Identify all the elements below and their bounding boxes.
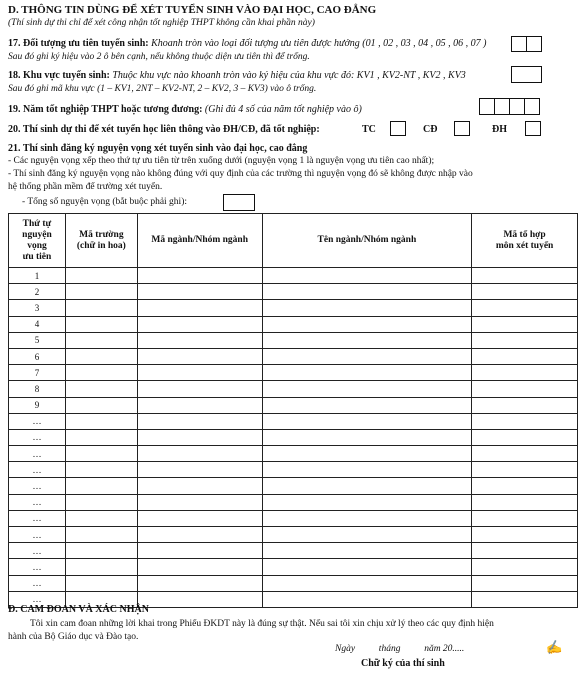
header-order-line: ưu tiên	[22, 251, 52, 262]
table-row	[9, 332, 578, 348]
table-row	[9, 300, 578, 316]
row-order: 5	[9, 332, 66, 348]
row-subject-combo-cell[interactable]	[472, 332, 578, 348]
row-major-name-cell[interactable]	[262, 494, 472, 510]
q21-bullet-2a: - Thí sinh đăng ký nguyện vọng nào không đúng với quy định của các trường thì nguyện vọng đó sẽ không được nhập vào	[8, 169, 473, 179]
q17-box-2[interactable]	[526, 36, 542, 52]
table-row	[9, 268, 578, 284]
row-order: 9	[9, 397, 66, 413]
header-major-code-line: Mã ngành/Nhóm ngành	[151, 235, 248, 245]
table-row	[9, 284, 578, 300]
header-order-line: nguyện	[22, 229, 52, 240]
row-school-code-cell[interactable]	[65, 381, 137, 397]
section-e-text-2: hành của Bộ Giáo dục và Đào tạo.	[8, 632, 139, 642]
row-order: …	[9, 462, 66, 478]
table-row	[9, 478, 578, 494]
q20-opt-dh: ĐH	[492, 124, 507, 135]
section-d-note: (Thí sinh dự thi chỉ để xét công nhận tốt nghiệp THPT không cần khai phần này)	[8, 18, 315, 28]
row-order: …	[9, 527, 66, 543]
q18-line	[8, 70, 466, 81]
row-school-code-cell[interactable]	[65, 494, 137, 510]
row-school-code-cell[interactable]	[65, 446, 137, 462]
row-major-name-cell[interactable]	[262, 300, 472, 316]
row-school-code-cell[interactable]	[65, 284, 137, 300]
row-major-name-cell[interactable]	[262, 462, 472, 478]
signature-label: Chữ ký của thí sinh	[361, 658, 445, 669]
row-school-code-cell[interactable]	[65, 462, 137, 478]
q20-tc-checkbox[interactable]	[390, 121, 406, 136]
row-major-code-cell[interactable]	[137, 462, 262, 478]
q18-box[interactable]	[511, 66, 542, 83]
row-school-code-cell[interactable]	[65, 316, 137, 332]
row-major-name-cell[interactable]	[262, 510, 472, 526]
row-order: …	[9, 559, 66, 575]
row-major-code-cell[interactable]	[137, 397, 262, 413]
row-school-code-cell[interactable]	[65, 543, 137, 559]
row-major-name-cell[interactable]	[262, 413, 472, 429]
row-subject-combo-cell[interactable]	[472, 413, 578, 429]
row-subject-combo-cell[interactable]	[472, 348, 578, 364]
row-major-code-cell[interactable]	[137, 365, 262, 381]
q21-label: 21. Thí sinh đăng ký nguyện vọng xét tuyển sinh vào đại học, cao đẳng	[8, 143, 308, 154]
row-major-name-cell[interactable]	[262, 332, 472, 348]
row-subject-combo-cell[interactable]	[472, 446, 578, 462]
q21-bullet-1: - Các nguyện vọng xếp theo thứ tự ưu tiên từ trên xuống dưới (nguyện vọng 1 là nguyện vọng ưu tiên cao nhất);	[8, 156, 435, 166]
section-d-title: D. THÔNG TIN DÙNG ĐỂ XÉT TUYỂN SINH VÀO ĐẠI HỌC, CAO ĐẲNG	[8, 4, 377, 16]
header-school-code	[65, 214, 137, 268]
row-school-code-cell[interactable]	[65, 510, 137, 526]
row-major-name-cell[interactable]	[262, 429, 472, 445]
row-order: 8	[9, 381, 66, 397]
row-school-code-cell[interactable]	[65, 397, 137, 413]
row-order: 6	[9, 348, 66, 364]
q20-dh-checkbox[interactable]	[525, 121, 541, 136]
row-order: …	[9, 429, 66, 445]
section-e-title: Đ. CAM ĐOAN VÀ XÁC NHẬN	[8, 604, 149, 615]
row-subject-combo-cell[interactable]	[472, 591, 578, 607]
row-major-code-cell[interactable]	[137, 332, 262, 348]
header-order-line: vọng	[27, 240, 47, 251]
row-subject-combo-cell[interactable]	[472, 494, 578, 510]
row-order: …	[9, 543, 66, 559]
row-major-code-cell[interactable]	[137, 413, 262, 429]
q18-sub: Sau đó ghi mã khu vực (1 – KV1, 2NT – KV2-NT, 2 – KV2, 3 – KV3) vào ô trống.	[8, 84, 317, 94]
table-row	[9, 446, 578, 462]
row-order: 4	[9, 316, 66, 332]
row-subject-combo-cell[interactable]	[472, 543, 578, 559]
row-school-code-cell[interactable]	[65, 300, 137, 316]
row-major-code-cell[interactable]	[137, 559, 262, 575]
q17-text: Khoanh tròn vào loại đối tượng ưu tiên được hưởng (01 , 02 , 03 , 04 , 05 , 06 , 07 )	[151, 38, 487, 49]
q17-sub: Sau đó ghi ký hiệu vào 2 ô bên cạnh, nếu không thuộc diện ưu tiên thì để trống.	[8, 52, 310, 62]
row-order: …	[9, 510, 66, 526]
q21-bullet-3: - Tổng số nguyện vọng (bắt buộc phải ghi):	[22, 197, 187, 207]
row-major-code-cell[interactable]	[137, 527, 262, 543]
row-school-code-cell[interactable]	[65, 527, 137, 543]
row-major-code-cell[interactable]	[137, 284, 262, 300]
row-major-name-cell[interactable]	[262, 268, 472, 284]
row-major-name-cell[interactable]	[262, 559, 472, 575]
row-school-code-cell[interactable]	[65, 559, 137, 575]
q19-box-2[interactable]	[494, 98, 510, 115]
row-major-name-cell[interactable]	[262, 575, 472, 591]
row-major-code-cell[interactable]	[137, 575, 262, 591]
q18-label: 18. Khu vực tuyển sinh:	[8, 70, 110, 81]
row-subject-combo-cell[interactable]	[472, 300, 578, 316]
q19-box-3[interactable]	[509, 98, 525, 115]
row-major-code-cell[interactable]	[137, 381, 262, 397]
row-school-code-cell[interactable]	[65, 348, 137, 364]
row-major-code-cell[interactable]	[137, 348, 262, 364]
row-order: …	[9, 575, 66, 591]
row-major-name-cell[interactable]	[262, 316, 472, 332]
table-row	[9, 494, 578, 510]
row-school-code-cell[interactable]	[65, 429, 137, 445]
q20-label: 20. Thí sinh dự thi để xét tuyển học liên thông vào ĐH/CĐ, đã tốt nghiệp:	[8, 124, 320, 135]
row-major-code-cell[interactable]	[137, 429, 262, 445]
row-school-code-cell[interactable]	[65, 478, 137, 494]
row-order: 3	[9, 300, 66, 316]
row-subject-combo-cell[interactable]	[472, 381, 578, 397]
row-subject-combo-cell[interactable]	[472, 575, 578, 591]
row-order: …	[9, 478, 66, 494]
header-subject-combo	[472, 214, 578, 268]
table-row	[9, 462, 578, 478]
row-subject-combo-cell[interactable]	[472, 527, 578, 543]
header-order-line: Thứ tự	[22, 218, 52, 229]
q18-text: Thuộc khu vực nào khoanh tròn vào ký hiệu của khu vực đó: KV1 , KV2-NT , KV2 , KV3	[112, 70, 466, 81]
q20-opt-cd: CĐ	[423, 124, 438, 135]
row-subject-combo-cell[interactable]	[472, 559, 578, 575]
row-major-code-cell[interactable]	[137, 478, 262, 494]
row-subject-combo-cell[interactable]	[472, 284, 578, 300]
row-major-name-cell[interactable]	[262, 284, 472, 300]
row-order: …	[9, 413, 66, 429]
row-major-name-cell[interactable]	[262, 348, 472, 364]
total-wishes-box[interactable]	[223, 194, 255, 211]
header-subject-combo-line: môn xét tuyển	[495, 240, 554, 251]
table-row	[9, 575, 578, 591]
row-order: …	[9, 591, 66, 607]
row-major-name-cell[interactable]	[262, 365, 472, 381]
row-order: 7	[9, 365, 66, 381]
q19-box-4[interactable]	[524, 98, 540, 115]
row-subject-combo-cell[interactable]	[472, 462, 578, 478]
table-header-row	[9, 214, 578, 268]
row-order: …	[9, 494, 66, 510]
table-row	[9, 316, 578, 332]
row-major-code-cell[interactable]	[137, 510, 262, 526]
row-subject-combo-cell[interactable]	[472, 429, 578, 445]
row-school-code-cell[interactable]	[65, 575, 137, 591]
q19-box-1[interactable]	[479, 98, 495, 115]
row-major-name-cell[interactable]	[262, 527, 472, 543]
row-major-code-cell[interactable]	[137, 316, 262, 332]
header-order	[9, 214, 66, 268]
row-major-code-cell[interactable]	[137, 494, 262, 510]
row-major-code-cell[interactable]	[137, 446, 262, 462]
header-subject-combo-line: Mã tổ hợp	[503, 229, 546, 240]
table-row	[9, 543, 578, 559]
row-major-code-cell[interactable]	[137, 591, 262, 607]
row-major-code-cell[interactable]	[137, 300, 262, 316]
table-row	[9, 413, 578, 429]
signature-mark-icon: ✍	[544, 638, 564, 657]
date-line: Ngày tháng năm 20.....	[335, 644, 465, 654]
q17-box-1[interactable]	[511, 36, 527, 52]
table-row	[9, 510, 578, 526]
row-school-code-cell[interactable]	[65, 268, 137, 284]
row-subject-combo-cell[interactable]	[472, 510, 578, 526]
row-subject-combo-cell[interactable]	[472, 397, 578, 413]
row-subject-combo-cell[interactable]	[472, 268, 578, 284]
table-row	[9, 527, 578, 543]
row-major-code-cell[interactable]	[137, 268, 262, 284]
section-e-text-1: Tôi xin cam đoan những lời khai trong Phiếu ĐKDT này là đúng sự thật. Nếu sai tôi xin chịu xử lý theo các quy định hiện	[30, 619, 494, 629]
table-row	[9, 348, 578, 364]
row-subject-combo-cell[interactable]	[472, 365, 578, 381]
row-order: 1	[9, 268, 66, 284]
header-school-code-line: (chữ in hoa)	[76, 240, 126, 251]
row-school-code-cell[interactable]	[65, 413, 137, 429]
row-major-name-cell[interactable]	[262, 591, 472, 607]
table-body	[9, 268, 578, 608]
table-row	[9, 365, 578, 381]
row-subject-combo-cell[interactable]	[472, 478, 578, 494]
table-row	[9, 559, 578, 575]
row-major-name-cell[interactable]	[262, 478, 472, 494]
table-row	[9, 381, 578, 397]
header-major-name	[262, 214, 472, 268]
q19-line	[8, 104, 362, 115]
row-major-name-cell[interactable]	[262, 446, 472, 462]
row-major-code-cell[interactable]	[137, 543, 262, 559]
header-school-code-line: Mã trường	[79, 229, 124, 240]
q20-opt-tc: TC	[362, 124, 376, 135]
q17-label: 17. Đối tượng ưu tiên tuyển sinh:	[8, 38, 149, 49]
row-school-code-cell[interactable]	[65, 332, 137, 348]
row-major-name-cell[interactable]	[262, 543, 472, 559]
row-major-name-cell[interactable]	[262, 397, 472, 413]
row-school-code-cell[interactable]	[65, 365, 137, 381]
row-major-name-cell[interactable]	[262, 381, 472, 397]
wishes-table	[8, 213, 578, 608]
row-subject-combo-cell[interactable]	[472, 316, 578, 332]
q19-text: (Ghi đủ 4 số của năm tốt nghiệp vào ô)	[204, 104, 362, 115]
header-major-name-line: Tên ngành/Nhóm ngành	[317, 235, 417, 245]
header-major-code	[137, 214, 262, 268]
q20-cd-checkbox[interactable]	[454, 121, 470, 136]
row-order: 2	[9, 284, 66, 300]
q19-label: 19. Năm tốt nghiệp THPT hoặc tương đương:	[8, 104, 203, 115]
table-row	[9, 397, 578, 413]
row-order: …	[9, 446, 66, 462]
q21-bullet-2b: hệ thống phần mềm để trường xét tuyển.	[8, 182, 163, 192]
table-row	[9, 429, 578, 445]
q17-line	[8, 38, 486, 49]
